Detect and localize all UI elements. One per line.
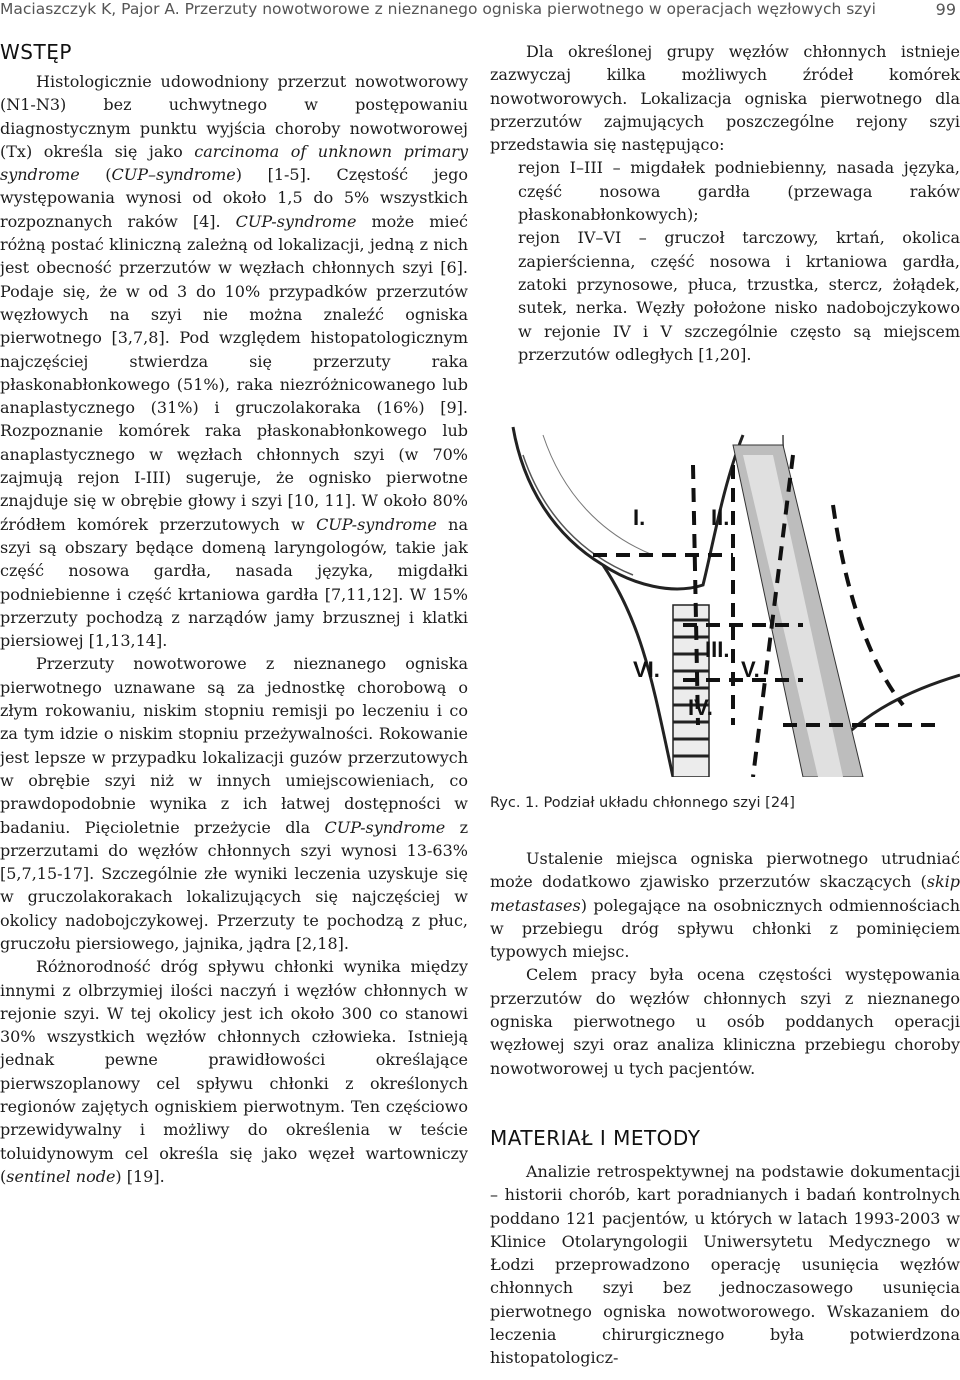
region-list xyxy=(490,156,960,366)
right-column-middle xyxy=(490,847,960,1080)
methods-paragraph-1: Analizie retrospektywnej na podstawie dokumentacji – historii chorób, kart poradnianych i badań kontrolnych poddano 121 pacjentów, u których w latach 1993-2003 w Klinice Otolaryngologii Uniwersytetu Medycznego w Łodzi przeprowadzono operację usunięcia węzłów chłonnych szyi bez jednoczasowego usunięcia pierwotnego ogniska nowotworowego. Wskazaniem do leczenia chirurgicznego była potwierdzona histopatologicz- xyxy=(490,1162,960,1368)
region-label-iv: IV. xyxy=(688,695,713,720)
intro-paragraph-1: Histologicznie udowodniony przerzut nowotworowy (N1-N3) bez uchwytnego w postępowaniu diagnostycznym punktu wyjścia choroby nowotworowej (Tx) określa się jako carcinoma of unknown primary syndrome (CUP–syndrome) [1-5]. Częstość jego występowania wynosi od około 1,5 do 5% wszystkich rozpoznanych raków [4]. CUP-syndrome może mieć różną postać kliniczną zależną od lokalizacji, jedną z nich jest obecność przerzutów w węzłach chłonnych szyi [6]. Podaje się, że w od 3 do 10% przypadków przerzutów węzłowych na szyi nie można znaleźć ogniska pierwotnego [3,7,8]. Pod względem histopatologicznym najczęściej stwierdza się przerzuty raka płaskonabłonkowego (51%), raka niezróżnicowanego lub anaplastycznego (31%) i gruczolakoraka (16%) [9]. Rozpoznanie komórek raka płaskonabłonkowego lub anaplastycznego w węzłach chłonnych szyi (w 70% zajmują rejon I-III) sugeruje, że ognisko pierwotne znajduje się w obrębie głowy i szyi [10, 11]. W około 80% źródłem komórek przerzutowych w CUP-syndrome na szyi są obszary będące domeną laryngologów, takie jak część nosowa gardła, nasada języka, migdałki podniebienne i część krtaniowa gardła [7,11,12]. W 15% przerzuty pochodzą z narządów jamy brzusznej i klatki piersiowej [1,13,14]. xyxy=(0,72,469,651)
section-heading-methods: MATERIAŁ I METODY xyxy=(490,1126,701,1150)
region-label-iii: III. xyxy=(705,637,730,662)
region-label-v: V. xyxy=(741,657,760,682)
running-title: Maciaszczyk K, Pajor A. Przerzuty nowotworowe z nieznanego ogniska pierwotnego w operacjach węzłowych szyi xyxy=(0,0,876,18)
figure-caption: Ryc. 1. Podział układu chłonnego szyi [24] xyxy=(490,795,795,811)
region-label-i: I. xyxy=(633,505,646,530)
neck-diagram-illustration xyxy=(483,425,960,777)
region-list-item: rejon I–III – migdałek podniebienny, nasada języka, część nosowa gardła (przewaga raków płaskonabłonkowych); xyxy=(518,158,960,225)
right-paragraph-2: Ustalenie miejsca ogniska pierwotnego utrudniać może dodatkowo zjawisko przerzutów skaczących (skip metastases) polegające na osobnicznych odmiennościach w przebiegu dróg spływu chłonki z pominięciem typowych miejsc. xyxy=(490,849,960,962)
trachea-rings xyxy=(673,605,709,777)
methods-section xyxy=(490,1126,960,1370)
running-header xyxy=(0,0,960,22)
intro-paragraph-3: Różnorodność dróg spływu chłonki wynika między innymi z olbrzymiej ilości naczyń i węzłów chłonnych w rejonie szyi. W tej okolicy jest ich około 300 co stanowi 30% wszystkich węzłów chłonnych człowieka. Istnieją jednak pewne prawidłowości określające pierwszoplanowy cel spływu chłonki z określonych regionów zajętych ogniskiem pierwotnym. Ten częściowo przewidywalny i możliwy do określenia w teście toluidynowym cel określa się jako węzeł wartowniczy (sentinel node) [19]. xyxy=(0,957,468,1186)
left-column xyxy=(0,40,468,1188)
page-number: 99 xyxy=(935,0,956,19)
region-list-item: rejon IV–VI – gruczoł tarczowy, krtań, okolica zapierścienna, część nosowa i krtaniowa gardła, zatoki przynosowe, płuca, trzustka, stercz, żołądek, sutek, nerka. Węzły położone nisko nadobojczykowo w rejonie IV i V szczególnie często są miejscem przerzutów odległych [1,20]. xyxy=(518,228,960,364)
intro-paragraph-2: Przerzuty nowotworowe z nieznanego ogniska pierwotnego uznawane są za jednostkę chorobową o złym rokowaniu, niskim stopniu remisji po leczeniu i co za tym idzie o niskim stopniu przeżywalności. Rokowanie jest lepsze w przypadku lokalizacji guzów przerzutowych w obrębie szyi niż w innych umiejscowieniach, co prawdopodobnie wynika z ich łatwej dostępności w badaniu. Pięcioletnie przeżycie dla CUP-syndrome z przerzutami do węzłów chłonnych szyi wynosi 13-63% [5,7,15-17]. Szczególnie złe wyniki leczenia uzyskuje się w gruczolakorakach lokalizujących się najczęściej w okolicy nadobojczykowej. Przerzuty te pochodzą z płuc, gruczołu piersiowego, jajnika, jądra [2,18]. xyxy=(0,654,469,953)
figure-neck-lymph-regions xyxy=(483,425,960,777)
right-paragraph-1: Dla określonej grupy węzłów chłonnych istnieje zazwyczaj kilka możliwych źródeł komórek nowotworowych. Lokalizacja ogniska pierwotnego dla przerzutów zajmujących poszczególne rejony szyi przedstawia się następująco: xyxy=(490,42,960,155)
section-heading-intro: WSTĘP xyxy=(0,40,72,64)
right-column-top xyxy=(490,40,960,366)
right-paragraph-3: Celem pracy była ocena częstości występowania przerzutów do węzłów chłonnych szyi z nieznanego ogniska pierwotnego u osób poddanych operacji węzłowej szyi oraz analiza kliniczna przebiegu choroby nowotworowej u tych pacjentów. xyxy=(490,965,960,1078)
region-label-ii: II. xyxy=(711,505,730,530)
region-label-vi: VI. xyxy=(633,657,660,682)
